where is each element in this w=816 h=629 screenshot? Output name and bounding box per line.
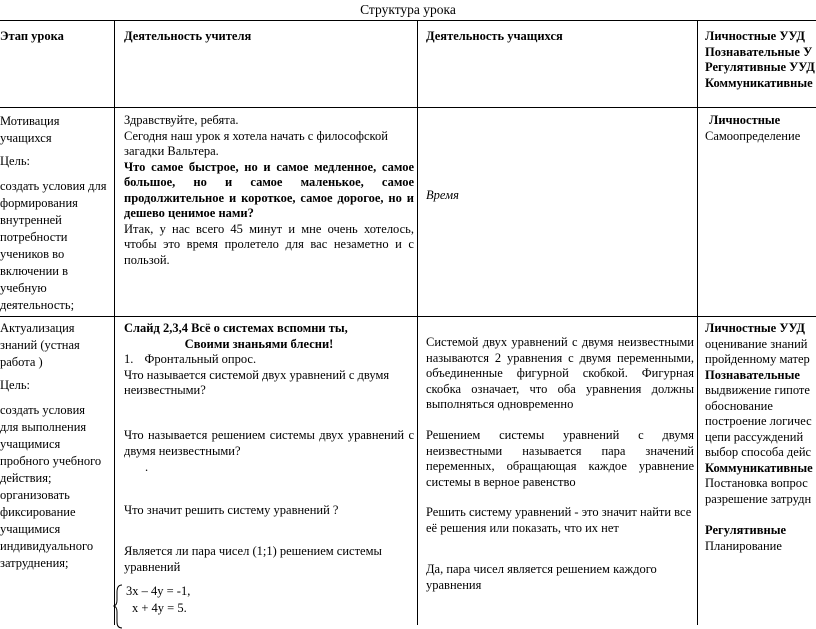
row1-riddle: Что самое быстрое, но и самое медленное, самое большое, но и самое маленькое, самое продолжительное и короткое, самое дорогое, но и дешево ценимое нами? [124,159,414,220]
uud-communicative-title: Коммуникативные [705,460,813,475]
uud-communicative-line: разрешение затрудн [705,491,812,506]
row1-goal-line: внутренней [0,213,62,227]
page-title: Структура урока [360,2,456,17]
row2-goal-line: учащимися [0,522,61,536]
uud-personal-line: пройденному матер [705,352,810,366]
survey-title: Фронтальный опрос. [144,352,257,366]
row2-goal-line: фиксирование [0,505,76,519]
uud-cognitive-line: обоснование [705,398,773,413]
row1-stage-line: учащихся [0,131,52,145]
uud-cognitive-line: выдвижение гипоте [705,383,810,397]
header-students: Деятельность учащихся [426,29,563,43]
header-uud-communicative: Коммуникативные [705,75,813,90]
row2-goal-line: учащимися [0,437,61,451]
row1-intro: Сегодня наш урок я хотела начать с философской загадки Вальтера. [124,128,388,158]
row1-goal-line: включении в [0,264,69,278]
question-2: Что называется решением системы двух уравнений с двумя неизвестными? [124,428,414,458]
row1-goal-line: формирования [0,196,78,210]
survey-number: 1. [124,352,134,366]
uud-communicative-line: Постановка вопрос [705,476,808,490]
row1-outro: Итак, у нас всего 45 минут и мне очень хотелось, чтобы это время пролетело для вас незаметно и с пользой. [124,221,414,267]
row2-stage-cell [0,320,113,572]
header-teacher: Деятельность учителя [124,29,252,43]
table-border-top [0,20,816,21]
question-3: Что значит решить систему уравнений ? [124,503,339,517]
row2-goal-line: действия; [0,471,52,485]
column-divider-2 [417,20,418,625]
header-uud-personal: Личностные УУД [705,29,806,43]
question-4: Является ли пара чисел (1;1) решением системы уравнений [124,544,382,574]
row1-uud-cell [705,113,816,144]
row1-teacher-cell [124,113,414,268]
row1-goal-label: Цель: [0,154,30,168]
row1-students-answer: Время [426,188,459,202]
uud-cognitive-line: построение логичес [705,414,812,428]
row2-uud-cell [705,321,816,554]
row1-goal-line: учеников во [0,247,65,261]
header-uud-regulatory: Регулятивные УУД [705,60,815,74]
row1-uud-text: Самоопределение [705,128,801,143]
answer-3: Решить систему уравнений - это значит найти все её решения или показать, что их нет [426,505,692,535]
row1-goal-line: потребности [0,230,68,244]
row-divider [0,316,816,317]
row2-goal-line: организовать [0,488,70,502]
equation-system [113,584,253,629]
row1-goal-line: учебную [0,281,47,295]
curly-brace-icon [113,584,123,629]
slide-heading-line2: Своими знаньями блесни! [184,336,334,351]
row2-goal-line: затруднения; [0,556,69,570]
header-uud-cognitive: Познавательные У [705,44,813,59]
row2-goal-line: пробного учебного [0,454,102,468]
uud-regulatory-title: Регулятивные [705,523,787,537]
row2-teacher-cell [124,321,414,399]
uud-regulatory-text: Планирование [705,538,782,553]
uud-cognitive-title: Познавательные [705,367,800,382]
uud-cognitive-line: цепи рассуждений [705,429,804,444]
column-divider-3 [697,20,698,625]
equation-1: 3x – 4y = -1, [126,584,191,598]
row1-goal-line: деятельность; [0,298,75,312]
answer-1: Системой двух уравнений с двумя неизвестными называются 2 уравнения с двумя переменными, объединенные фигурной скобкой. Фигурная скобка означает, что оба уравнения должны выполняться одновременно [426,335,694,411]
row1-goal-line: создать условия для [0,179,107,193]
row2-stage-line: знаний (устная [0,338,80,352]
column-divider-1 [114,20,115,625]
header-stage: Этап урока [0,29,64,43]
question-1: Что называется системой двух уравнений с двумя неизвестными? [124,367,390,397]
answer-2: Решением системы уравнений с двумя неизвестными называется пара значений переменных, обращающая каждое уравнение системы в верное равенство [426,428,694,489]
slide-heading-line1: Слайд 2,3,4 Всё о системах вспомни ты, [124,321,348,335]
uud-cognitive-line: выбор способа дейс [705,445,812,459]
uud-personal-line: оценивание знаний [705,336,808,351]
row2-stage-line: Актуализация [0,321,75,335]
row1-greeting: Здравствуйте, ребята. [124,113,239,127]
header-row-divider [0,107,816,108]
answer-4: Да, пара чисел является решением каждого уравнения [426,562,657,592]
row2-goal-line: создать условия [0,403,86,417]
row2-goal-line: для выполнения [0,420,87,434]
row2-goal-line: индивидуального [0,539,94,553]
row2-stage-line: работа ) [0,355,43,369]
frontal-survey [124,352,414,368]
question-2-dot: . [145,460,149,474]
row1-uud-title: Личностные [709,113,781,127]
row1-stage-line: Мотивация [0,114,60,128]
row1-stage-cell [0,113,113,314]
header-uud [705,29,816,91]
uud-personal-title: Личностные УУД [705,321,806,335]
equation-2: x + 4y = 5. [132,601,187,615]
row2-goal-label: Цель: [0,378,30,392]
